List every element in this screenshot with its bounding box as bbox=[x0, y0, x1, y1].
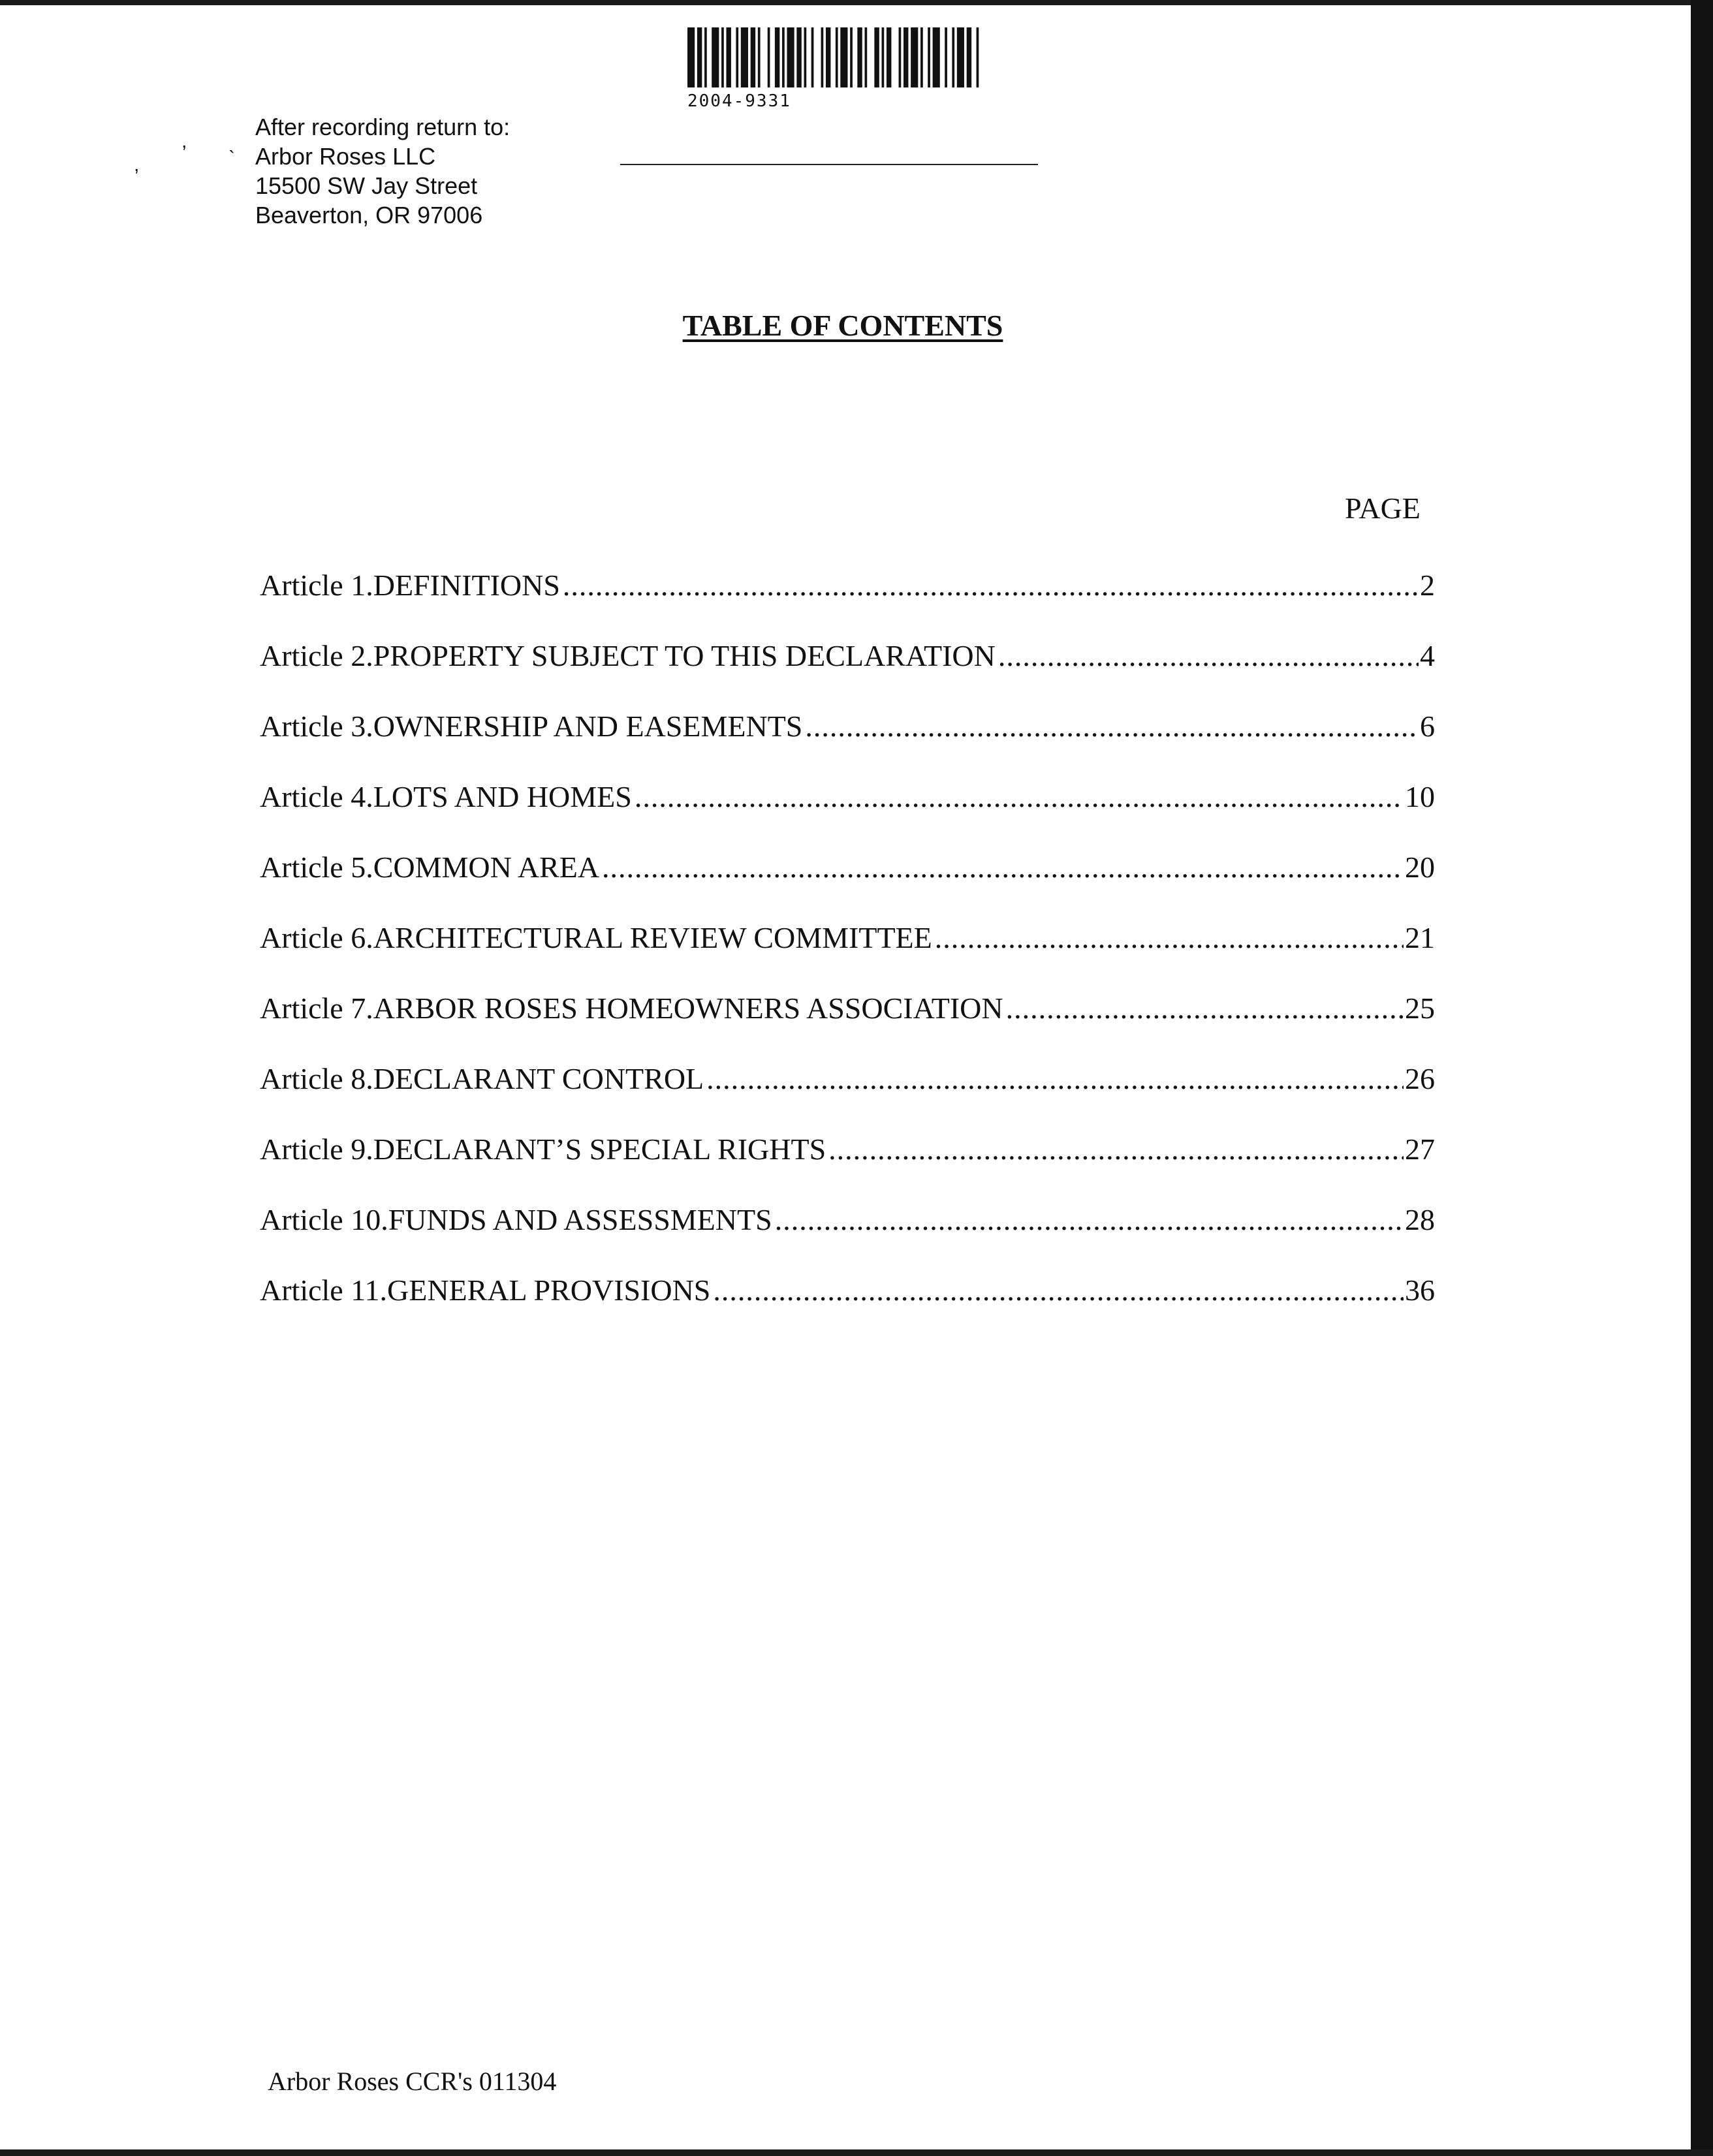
scan-edge-bottom bbox=[0, 2149, 1713, 2156]
barcode-bar bbox=[821, 27, 824, 87]
toc-row bbox=[260, 568, 1435, 638]
toc-article-title: PROPERTY SUBJECT TO THIS DECLARATION bbox=[373, 639, 996, 672]
toc-article-title: DECLARANT CONTROL bbox=[373, 1062, 704, 1095]
toc-row bbox=[260, 1061, 1435, 1132]
scan-edge-right bbox=[1691, 0, 1713, 2156]
toc-dot-leader bbox=[706, 1061, 1404, 1096]
scan-edge-top bbox=[0, 0, 1713, 5]
toc-row bbox=[260, 1273, 1435, 1343]
toc-article-number: Article 10. bbox=[260, 1203, 388, 1236]
barcode-bar bbox=[775, 27, 779, 87]
scan-speck: ` bbox=[228, 148, 235, 169]
toc-page-number: 25 bbox=[1405, 992, 1435, 1025]
toc-article-title: FUNDS AND ASSESSMENTS bbox=[388, 1203, 772, 1236]
toc-row bbox=[260, 709, 1435, 779]
barcode-bar bbox=[874, 27, 879, 87]
toc-article-number: Article 3. bbox=[260, 710, 373, 743]
toc-page-number: 26 bbox=[1405, 1062, 1435, 1095]
toc-article-title: OWNERSHIP AND EASEMENTS bbox=[373, 710, 803, 743]
barcode-bar bbox=[727, 27, 731, 87]
return-address-line: Beaverton, OR 97006 bbox=[255, 202, 483, 228]
barcode-bar bbox=[811, 27, 814, 87]
barcode-number: 2004-9331 bbox=[687, 91, 791, 111]
toc-page-number: 21 bbox=[1405, 921, 1435, 954]
toc-row bbox=[260, 850, 1435, 920]
toc-dot-leader bbox=[602, 850, 1404, 884]
table-of-contents bbox=[260, 568, 1435, 1343]
scan-speck: , bbox=[134, 154, 140, 176]
toc-dot-leader bbox=[635, 779, 1404, 814]
barcode-bar bbox=[957, 27, 964, 87]
toc-dot-leader bbox=[775, 1202, 1404, 1237]
barcode-bar bbox=[911, 27, 918, 87]
toc-page-number: 10 bbox=[1405, 780, 1435, 813]
toc-article-number: Article 11. bbox=[260, 1273, 388, 1307]
barcode-image bbox=[687, 27, 981, 87]
barcode-bar bbox=[920, 27, 923, 87]
toc-article-number: Article 4. bbox=[260, 780, 373, 813]
barcode-bar bbox=[945, 27, 947, 87]
barcode-bar bbox=[904, 27, 908, 87]
toc-row bbox=[260, 779, 1435, 850]
toc-row bbox=[260, 1132, 1435, 1202]
toc-page-number: 20 bbox=[1405, 851, 1435, 884]
barcode-bar bbox=[967, 27, 971, 87]
barcode-bar bbox=[736, 27, 738, 87]
barcode-bar bbox=[758, 27, 761, 87]
barcode-bar bbox=[796, 27, 801, 87]
barcode-bar bbox=[826, 27, 830, 87]
recording-line bbox=[620, 164, 1038, 165]
toc-article-title: LOTS AND HOMES bbox=[373, 780, 632, 813]
barcode-bar bbox=[840, 27, 847, 87]
toc-dot-leader bbox=[563, 568, 1419, 602]
toc-dot-leader bbox=[805, 709, 1419, 743]
page-column-heading: PAGE bbox=[1345, 492, 1421, 525]
toc-dot-leader bbox=[935, 920, 1404, 955]
toc-dot-leader bbox=[998, 638, 1419, 673]
toc-page-number: 2 bbox=[1420, 569, 1435, 602]
toc-article-number: Article 5. bbox=[260, 851, 373, 884]
toc-article-number: Article 9. bbox=[260, 1133, 373, 1166]
barcode-bar bbox=[836, 27, 838, 87]
toc-dot-leader bbox=[828, 1132, 1404, 1166]
toc-article-title: ARCHITECTURAL REVIEW COMMITTEE bbox=[373, 921, 932, 954]
barcode-bar bbox=[782, 27, 785, 87]
footer-text: Arbor Roses CCR's 011304 bbox=[268, 2067, 557, 2096]
barcode-bar bbox=[850, 27, 853, 87]
page-title: TABLE OF CONTENTS bbox=[682, 309, 1003, 342]
barcode-bar bbox=[928, 27, 930, 87]
barcode-bar bbox=[741, 27, 748, 87]
toc-article-number: Article 1. bbox=[260, 569, 373, 602]
toc-article-title: GENERAL PROVISIONS bbox=[387, 1273, 711, 1307]
toc-article-title: ARBOR ROSES HOMEOWNERS ASSOCIATION bbox=[373, 992, 1003, 1025]
toc-article-title: DEFINITIONS bbox=[373, 569, 560, 602]
return-address-line: Arbor Roses LLC bbox=[255, 143, 436, 170]
return-address-line: After recording return to: bbox=[255, 114, 511, 140]
barcode-bar bbox=[697, 27, 702, 87]
toc-page-number: 4 bbox=[1420, 639, 1435, 672]
toc-page-number: 36 bbox=[1405, 1273, 1435, 1307]
scan-speck: , bbox=[181, 131, 187, 152]
toc-page-number: 27 bbox=[1405, 1133, 1435, 1166]
barcode-bar bbox=[687, 27, 695, 87]
toc-article-title: DECLARANT’S SPECIAL RIGHTS bbox=[373, 1133, 826, 1166]
barcode-bar bbox=[768, 27, 770, 87]
barcode-bar bbox=[882, 27, 885, 87]
return-address bbox=[255, 112, 510, 230]
barcode-bar bbox=[712, 27, 719, 87]
toc-row bbox=[260, 920, 1435, 991]
barcode-bar bbox=[751, 27, 755, 87]
barcode-bar bbox=[787, 27, 794, 87]
barcode-bar bbox=[887, 27, 891, 87]
toc-row bbox=[260, 1202, 1435, 1273]
barcode-bar bbox=[977, 27, 979, 87]
barcode-bar bbox=[933, 27, 940, 87]
barcode-bar bbox=[864, 27, 867, 87]
toc-page-number: 28 bbox=[1405, 1203, 1435, 1236]
toc-article-number: Article 6. bbox=[260, 921, 373, 954]
toc-page-number: 6 bbox=[1420, 710, 1435, 743]
toc-article-number: Article 7. bbox=[260, 992, 373, 1025]
barcode-bar bbox=[857, 27, 862, 87]
toc-article-title: COMMON AREA bbox=[373, 851, 600, 884]
toc-article-number: Article 2. bbox=[260, 639, 373, 672]
toc-row bbox=[260, 638, 1435, 709]
toc-article-number: Article 8. bbox=[260, 1062, 373, 1095]
barcode-bar bbox=[804, 27, 807, 87]
barcode-bar bbox=[704, 27, 707, 87]
barcode-bar bbox=[899, 27, 902, 87]
barcode-bar bbox=[721, 27, 724, 87]
barcode-bar bbox=[952, 27, 954, 87]
toc-row bbox=[260, 991, 1435, 1061]
toc-dot-leader bbox=[713, 1273, 1404, 1307]
toc-dot-leader bbox=[1006, 991, 1404, 1025]
return-address-line: 15500 SW Jay Street bbox=[255, 172, 478, 199]
